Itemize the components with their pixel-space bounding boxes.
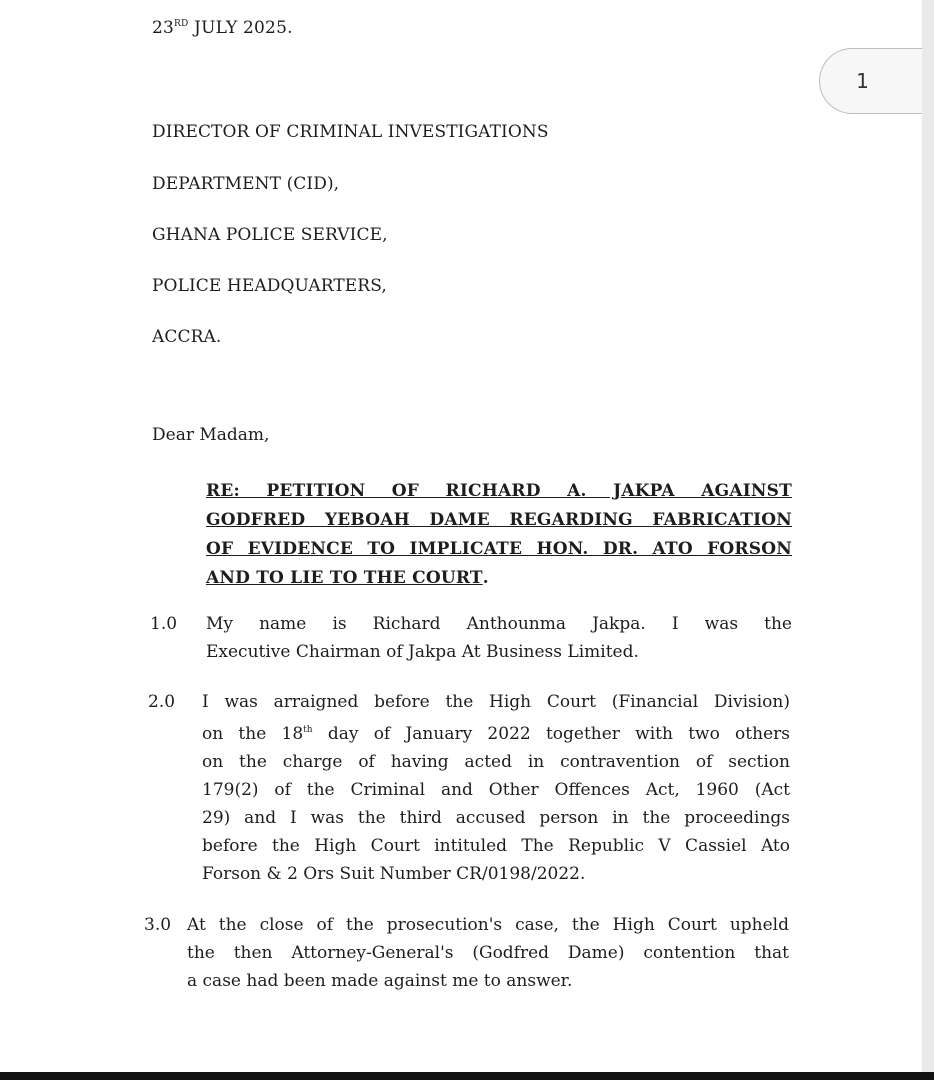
paragraph-line: the then Attorney-General's (Godfred Dame) contention that (187, 943, 789, 963)
paragraph-number: 2.0 (148, 692, 176, 712)
paragraph-line: 29) and I was the third accused person in the proceedings (202, 808, 790, 828)
paragraph-text (187, 911, 789, 995)
subject-end-period: . (482, 568, 489, 588)
paragraph-text (206, 610, 792, 666)
paragraph-text (202, 688, 790, 888)
address-line-5: ACCRA. (152, 327, 222, 347)
paragraph-number: 1.0 (150, 614, 178, 634)
subject-line-1: RE: PETITION OF RICHARD A. JAKPA AGAINST (206, 481, 792, 501)
paragraph-line (202, 716, 790, 748)
subject-line-2: GODFRED YEBOAH DAME REGARDING FABRICATION (206, 510, 792, 530)
date-day: 23 (152, 18, 175, 38)
viewer-bottom-edge (0, 1072, 934, 1080)
paragraph-line: At the close of the prosecution's case, the High Court upheld (187, 915, 789, 935)
subject-line-3: OF EVIDENCE TO IMPLICATE HON. DR. ATO FORSON (206, 539, 792, 559)
address-line-1: DIRECTOR OF CRIMINAL INVESTIGATIONS (152, 122, 549, 142)
line-text: on the 18 (202, 724, 304, 744)
subject-line-4 (206, 564, 792, 593)
date-suffix: RD (174, 19, 189, 29)
paragraph-line: on the charge of having acted in contravention of section (202, 752, 790, 772)
paragraph-number: 3.0 (144, 915, 172, 935)
paragraph-line: before the High Court intituled The Republic V Cassiel Ato (202, 836, 790, 856)
date-rest: JULY 2025. (188, 18, 293, 38)
address-line-2: DEPARTMENT (CID), (152, 174, 340, 194)
subject-line-4-text: AND TO LIE TO THE COURT (206, 568, 483, 588)
letter-date (152, 18, 293, 38)
line-text: day of January 2022 together with two others (312, 724, 790, 744)
paragraph-line: My name is Richard Anthounma Jakpa. I was the (206, 614, 792, 634)
paragraph-line: Forson & 2 Ors Suit Number CR/0198/2022. (202, 864, 586, 884)
viewer-scroll-edge (922, 0, 934, 1080)
paragraph-line: a case had been made against me to answer. (187, 971, 573, 991)
address-line-3: GHANA POLICE SERVICE, (152, 225, 388, 245)
salutation: Dear Madam, (152, 425, 270, 445)
ordinal-suffix: th (303, 725, 313, 735)
address-line-4: POLICE HEADQUARTERS, (152, 276, 387, 296)
paragraph-line: 179(2) of the Criminal and Other Offences Act, 1960 (Act (202, 780, 790, 800)
paragraph-line: Executive Chairman of Jakpa At Business Limited. (206, 642, 639, 662)
paragraph-line: I was arraigned before the High Court (Financial Division) (202, 692, 790, 712)
subject-heading (206, 477, 792, 593)
page-number-indicator[interactable]: 1 (819, 48, 929, 114)
